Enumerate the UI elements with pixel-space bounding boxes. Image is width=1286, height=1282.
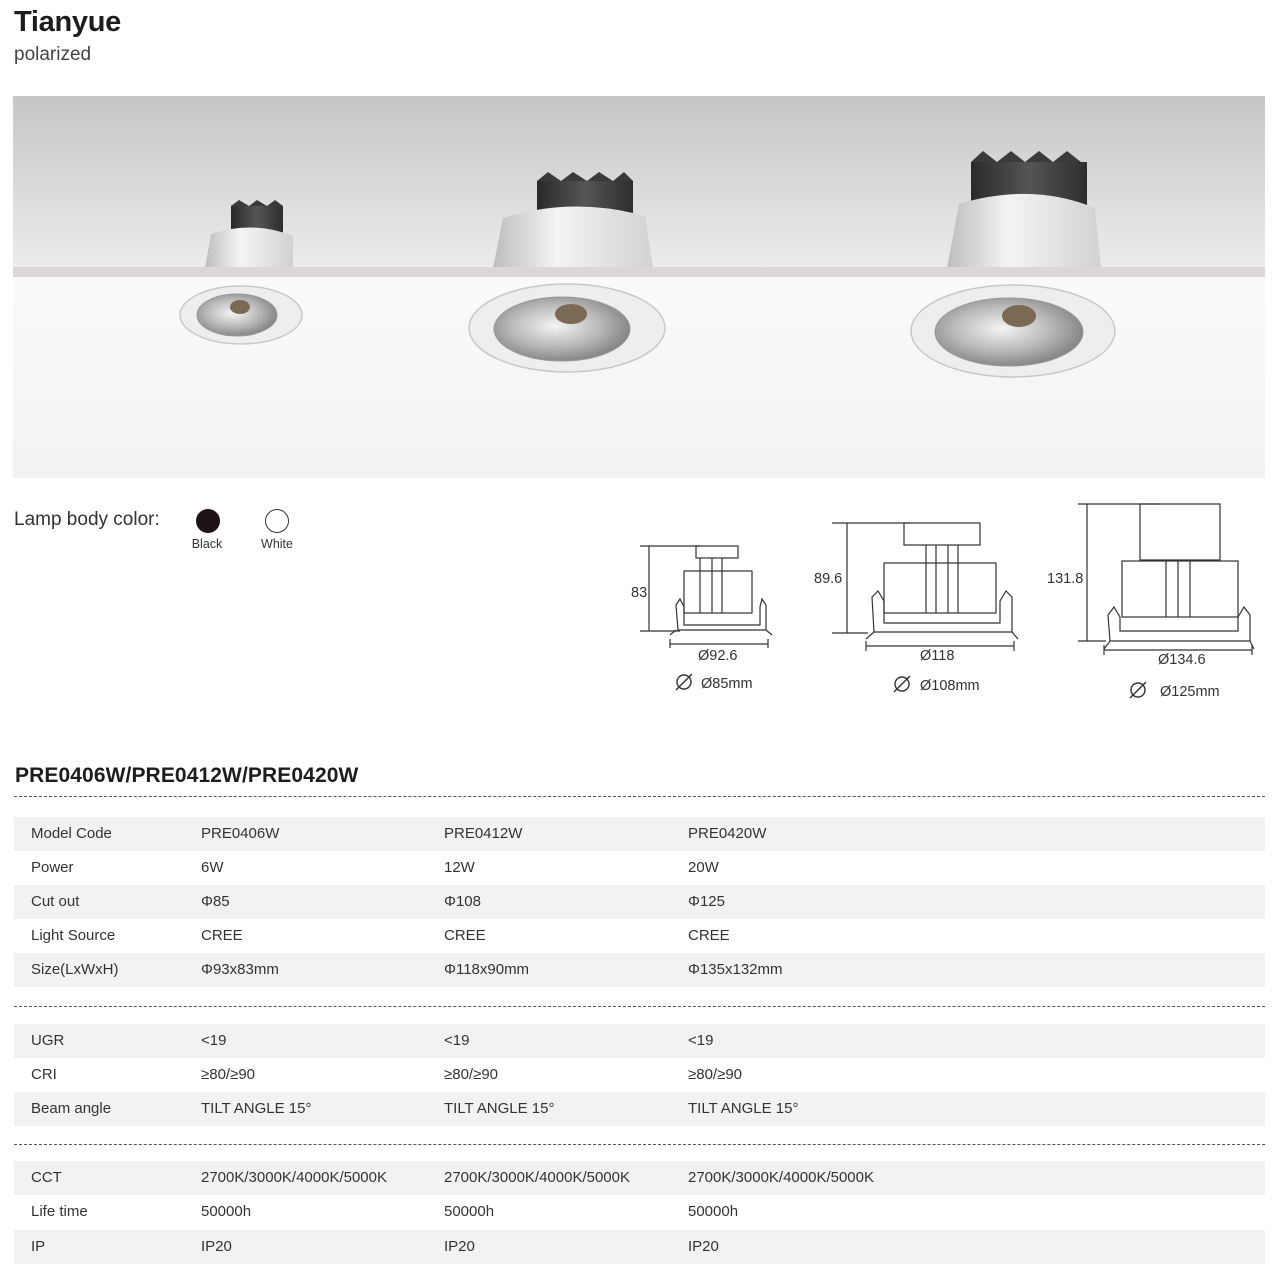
spec-row-size [14,953,1265,987]
spec-row-cri [14,1058,1265,1092]
spec-row-light-source [14,919,1265,953]
lamp-color-label: Lamp body color: [14,509,160,530]
spec-value: PRE0412W [444,825,523,842]
spec-value: IP20 [444,1238,475,1255]
spec-label: Life time [31,1203,88,1220]
spec-value: <19 [688,1032,714,1049]
spec-value: IP20 [201,1238,232,1255]
spec-row-power [14,851,1265,885]
spec-value: Φ93x83mm [201,961,279,978]
spec-value: TILT ANGLE 15° [688,1100,799,1117]
spec-label: Size(LxWxH) [31,961,119,978]
spec-value: 50000h [201,1203,252,1220]
cutout-icon [894,676,910,692]
spec-value: Φ118x90mm [444,961,530,978]
spec-value: 2700K/3000K/4000K/5000K [688,1169,874,1186]
spec-label: CCT [31,1169,62,1186]
spec-row-cct [14,1161,1265,1195]
divider [14,1144,1265,1145]
dimension-drawings [600,495,1270,715]
black-color-swatch[interactable] [196,509,220,533]
spec-value: ≥80/≥90 [688,1066,743,1083]
spec-value: Φ125 [688,893,725,910]
spec-value: <19 [201,1032,227,1049]
spec-label: CRI [31,1066,57,1083]
spec-row-model-code [14,817,1265,851]
spec-value: 12W [444,859,475,876]
spec-row-ip [14,1230,1265,1264]
spec-value: <19 [444,1032,470,1049]
spec-value: IP20 [688,1238,719,1255]
spec-value: 20W [688,859,719,876]
diameter-label-3: Ø134.6 [1158,652,1206,668]
spec-value: Φ135x132mm [688,961,783,978]
spec-value: Φ85 [201,893,230,910]
spec-value: PRE0406W [201,825,280,842]
brand-title: Tianyue [14,6,121,38]
cutout-label-3: Ø125mm [1160,684,1220,700]
spec-row-ugr [14,1024,1265,1058]
diameter-label-2: Ø118 [920,648,955,664]
spec-value: 2700K/3000K/4000K/5000K [201,1169,387,1186]
height-label-2: 89.6 [814,571,843,587]
spec-value: PRE0420W [688,825,767,842]
spec-value: ≥80/≥90 [444,1066,499,1083]
spec-row-cut-out [14,885,1265,919]
spec-label: Model Code [31,825,112,842]
spec-label: Light Source [31,927,116,944]
spec-label: IP [31,1238,46,1255]
spec-value: 50000h [444,1203,495,1220]
product-hero-image [13,96,1265,478]
cutout-icon [1130,682,1146,698]
model-heading: PRE0406W/PRE0412W/PRE0420W [15,764,359,787]
spec-value: Φ108 [444,893,481,910]
white-color-swatch[interactable] [265,509,289,533]
height-label-1: 83 [631,585,648,601]
height-label-3: 131.8 [1047,571,1084,587]
divider [14,1006,1265,1007]
spec-value: ≥80/≥90 [201,1066,256,1083]
spec-value: 50000h [688,1203,739,1220]
spec-value: 6W [201,859,224,876]
product-subtitle: polarized [14,44,92,65]
spec-value: 2700K/3000K/4000K/5000K [444,1169,630,1186]
spec-label: Cut out [31,893,80,910]
spec-value: CREE [688,927,730,944]
white-color-name: White [261,537,293,551]
diameter-label-1: Ø92.6 [698,648,738,664]
spec-label: Power [31,859,74,876]
spec-row-life-time [14,1195,1265,1229]
spec-value: TILT ANGLE 15° [201,1100,312,1117]
black-color-name: Black [191,537,223,551]
spec-row-beam-angle [14,1092,1265,1126]
spec-value: CREE [201,927,243,944]
cutout-label-2: Ø108mm [920,678,980,694]
cutout-label-1: Ø85mm [701,676,753,692]
spec-label: Beam angle [31,1100,112,1117]
spec-value: CREE [444,927,486,944]
spec-label: UGR [31,1032,65,1049]
spec-value: TILT ANGLE 15° [444,1100,555,1117]
cutout-icon [676,674,692,690]
divider [14,796,1265,797]
